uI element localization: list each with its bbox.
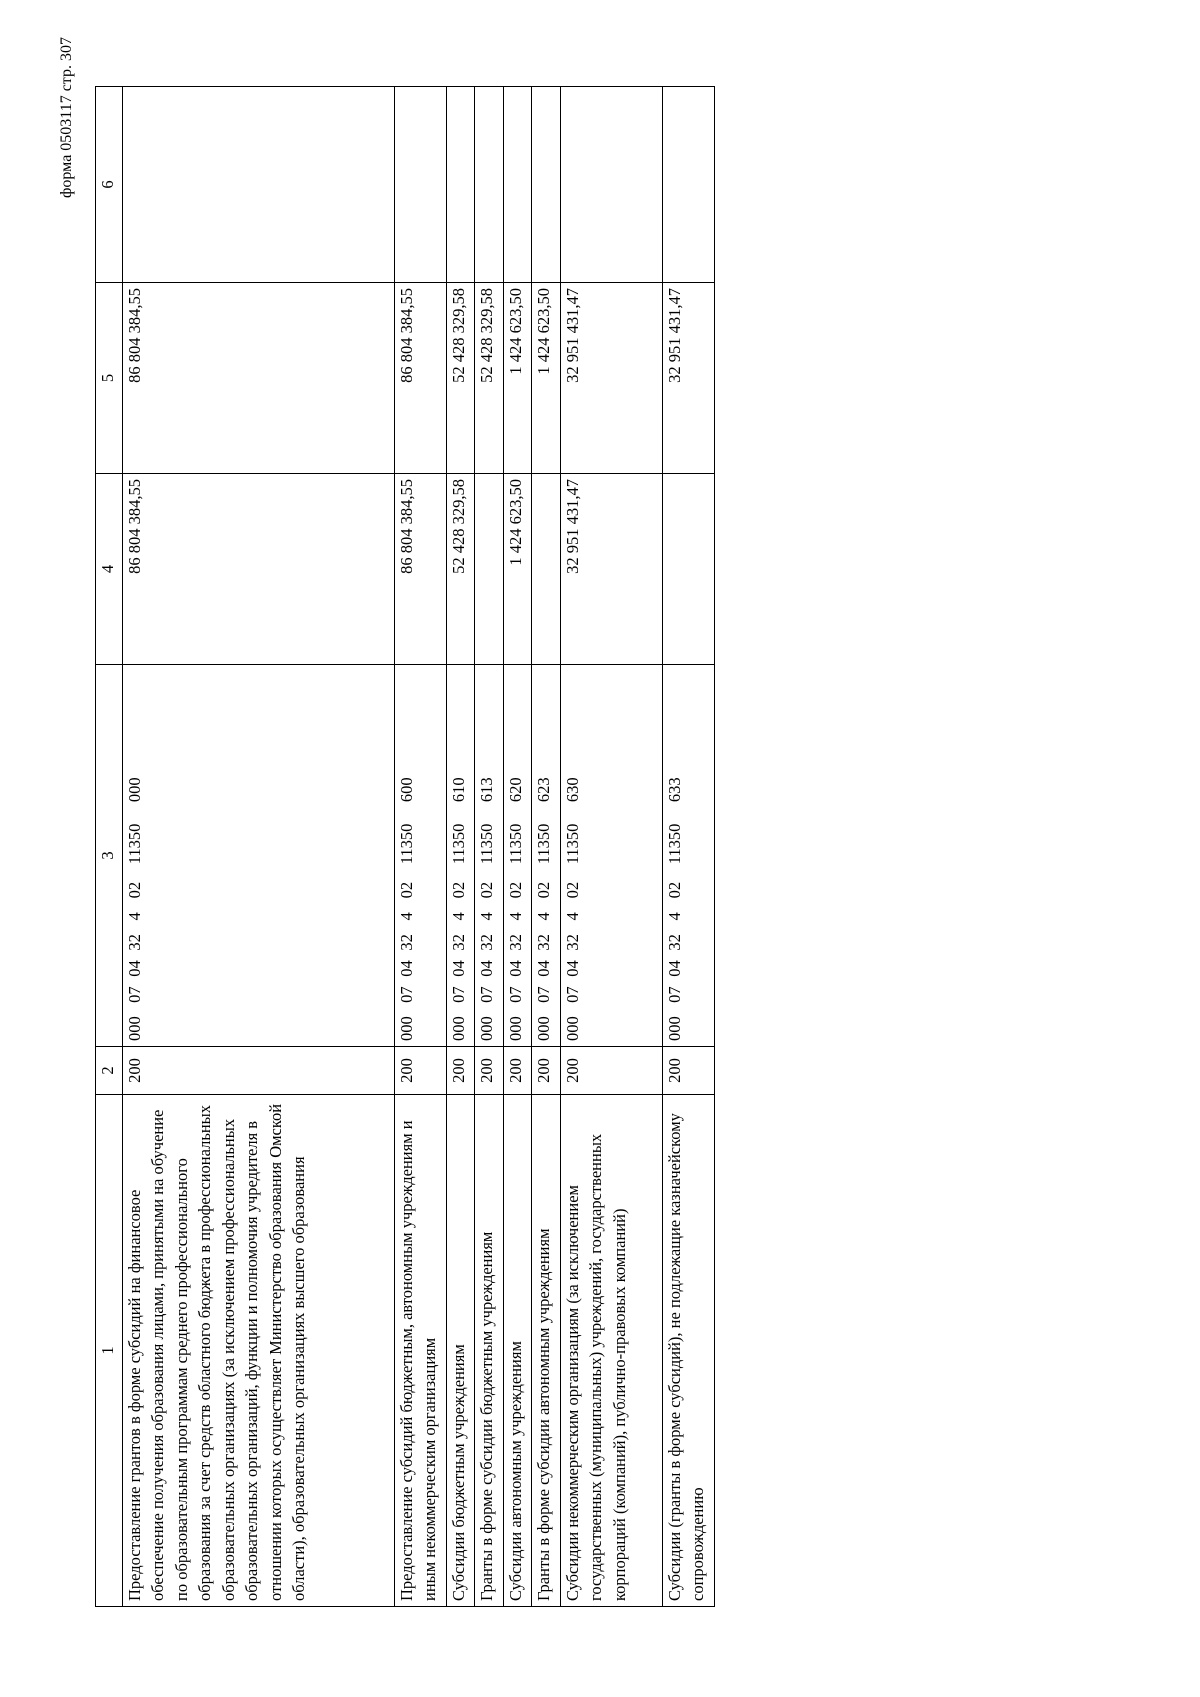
executed-amount: 86 804 384,55 (123, 283, 395, 474)
column-header-2: 2 (96, 1047, 123, 1095)
code-part: 633 (665, 777, 684, 803)
code-part: 4 (534, 912, 553, 921)
code-part: 4 (506, 912, 525, 921)
code-part: 07 (534, 986, 553, 1003)
row-name: Предоставление грантов в форме субсидий на финансовое обеспечение получения образования лицами, принятыми на обучение по образовательным программам среднего профессионального образования за счет средств областного бюджета в профессиональных образовательных организациях (за исключением профессиональных образовательных организаций, функции и полномочия учредителя в отношении которых осуществляет Министерство образования Омской области), образовательных организациях высшего образования (123, 1095, 395, 1607)
line-code: 200 (663, 1047, 715, 1095)
row-name: Предоставление субсидий бюджетным, автономным учреждениям и иным некоммерческим организациям (395, 1095, 447, 1607)
code-part: 02 (665, 881, 684, 899)
code-part: 4 (477, 912, 496, 921)
code-part: 11350 (449, 823, 468, 865)
code-part: 000 (125, 1016, 144, 1041)
budget-classification-code (663, 665, 715, 1047)
code-part: 613 (477, 777, 496, 803)
code-part: 07 (397, 986, 416, 1003)
code-part: 04 (665, 960, 684, 977)
row-name: Субсидии некоммерческим организациям (за исключением государственных (муниципальных) учреждений, государственных корпораций (компаний), публично-правовых компаний) (561, 1095, 663, 1607)
code-part: 4 (563, 912, 582, 921)
code-part: 04 (477, 960, 496, 977)
code-part: 630 (563, 777, 582, 803)
table-row (447, 87, 475, 1607)
budget-classification-code (395, 665, 447, 1047)
code-part: 000 (397, 1016, 416, 1041)
executed-amount: 1 424 623,50 (504, 283, 532, 474)
budget-classification-code (532, 665, 561, 1047)
row-name: Гранты в форме субсидии бюджетным учреждениям (475, 1095, 504, 1607)
code-part: 04 (534, 960, 553, 977)
code-part: 07 (125, 986, 144, 1003)
code-part: 04 (397, 960, 416, 977)
line-code: 200 (532, 1047, 561, 1095)
unexecuted-amount (532, 87, 561, 283)
line-code: 200 (475, 1047, 504, 1095)
code-part: 000 (449, 1016, 468, 1041)
code-part: 07 (449, 986, 468, 1003)
table-row (504, 87, 532, 1607)
unexecuted-amount (561, 87, 663, 283)
code-part: 07 (506, 986, 525, 1003)
code-part: 32 (563, 934, 582, 951)
row-name: Субсидии автономным учреждениям (504, 1095, 532, 1607)
unexecuted-amount (123, 87, 395, 283)
approved-amount (663, 474, 715, 665)
code-part: 04 (449, 960, 468, 977)
code-part: 11350 (506, 823, 525, 865)
line-code: 200 (561, 1047, 663, 1095)
code-part: 11350 (563, 823, 582, 865)
code-part: 11350 (477, 823, 496, 865)
unexecuted-amount (475, 87, 504, 283)
row-name: Субсидии (гранты в форме субсидий), не подлежащие казначейскому сопровождению (663, 1095, 715, 1607)
approved-amount (532, 474, 561, 665)
row-name: Субсидии бюджетным учреждениям (447, 1095, 475, 1607)
code-part: 000 (125, 777, 144, 803)
code-part: 32 (449, 934, 468, 951)
code-part: 000 (506, 1016, 525, 1041)
budget-table (95, 86, 715, 1607)
code-part: 32 (506, 934, 525, 951)
code-part: 4 (125, 912, 144, 921)
table-row (395, 87, 447, 1607)
code-part: 000 (477, 1016, 496, 1041)
unexecuted-amount (504, 87, 532, 283)
code-part: 07 (665, 986, 684, 1003)
column-header-4: 4 (96, 474, 123, 665)
executed-amount: 86 804 384,55 (395, 283, 447, 474)
row-name: Гранты в форме субсидии автономным учреждениям (532, 1095, 561, 1607)
line-code: 200 (447, 1047, 475, 1095)
column-number-row (96, 87, 123, 1607)
code-part: 02 (449, 881, 468, 899)
column-header-6: 6 (96, 87, 123, 283)
code-part: 04 (125, 960, 144, 977)
line-code: 200 (123, 1047, 395, 1095)
code-part: 02 (534, 881, 553, 899)
code-part: 02 (506, 881, 525, 899)
table-row (663, 87, 715, 1607)
executed-amount: 52 428 329,58 (475, 283, 504, 474)
approved-amount: 52 428 329,58 (447, 474, 475, 665)
code-part: 11350 (397, 823, 416, 865)
form-reference: форма 0503117 стр. 307 (58, 37, 75, 198)
budget-classification-code (447, 665, 475, 1047)
column-header-3: 3 (96, 665, 123, 1047)
executed-amount: 1 424 623,50 (532, 283, 561, 474)
code-part: 04 (506, 960, 525, 977)
code-part: 11350 (534, 823, 553, 865)
unexecuted-amount (395, 87, 447, 283)
table-row (123, 87, 395, 1607)
code-part: 32 (534, 934, 553, 951)
code-part: 620 (506, 777, 525, 803)
unexecuted-amount (447, 87, 475, 283)
code-part: 04 (563, 960, 582, 977)
budget-classification-code (123, 665, 395, 1047)
approved-amount: 1 424 623,50 (504, 474, 532, 665)
code-part: 02 (125, 881, 144, 899)
code-part: 000 (563, 1016, 582, 1041)
approved-amount: 86 804 384,55 (123, 474, 395, 665)
code-part: 32 (665, 934, 684, 951)
approved-amount (475, 474, 504, 665)
budget-classification-code (561, 665, 663, 1047)
executed-amount: 32 951 431,47 (663, 283, 715, 474)
code-part: 07 (563, 986, 582, 1003)
table-row (561, 87, 663, 1607)
code-part: 610 (449, 777, 468, 803)
code-part: 000 (665, 1016, 684, 1041)
code-part: 4 (665, 912, 684, 921)
code-part: 07 (477, 986, 496, 1003)
line-code: 200 (504, 1047, 532, 1095)
column-header-1: 1 (96, 1095, 123, 1607)
code-part: 4 (397, 912, 416, 921)
code-part: 32 (125, 934, 144, 951)
table-row (532, 87, 561, 1607)
code-part: 02 (563, 881, 582, 899)
budget-classification-code (504, 665, 532, 1047)
approved-amount: 32 951 431,47 (561, 474, 663, 665)
table-row (475, 87, 504, 1607)
code-part: 32 (477, 934, 496, 951)
line-code: 200 (395, 1047, 447, 1095)
budget-classification-code (475, 665, 504, 1047)
code-part: 32 (397, 934, 416, 951)
code-part: 11350 (665, 823, 684, 865)
code-part: 600 (397, 777, 416, 803)
code-part: 02 (397, 881, 416, 899)
executed-amount: 32 951 431,47 (561, 283, 663, 474)
code-part: 000 (534, 1016, 553, 1041)
code-part: 4 (449, 912, 468, 921)
executed-amount: 52 428 329,58 (447, 283, 475, 474)
approved-amount: 86 804 384,55 (395, 474, 447, 665)
column-header-5: 5 (96, 283, 123, 474)
code-part: 02 (477, 881, 496, 899)
code-part: 11350 (125, 823, 144, 865)
unexecuted-amount (663, 87, 715, 283)
code-part: 623 (534, 777, 553, 803)
